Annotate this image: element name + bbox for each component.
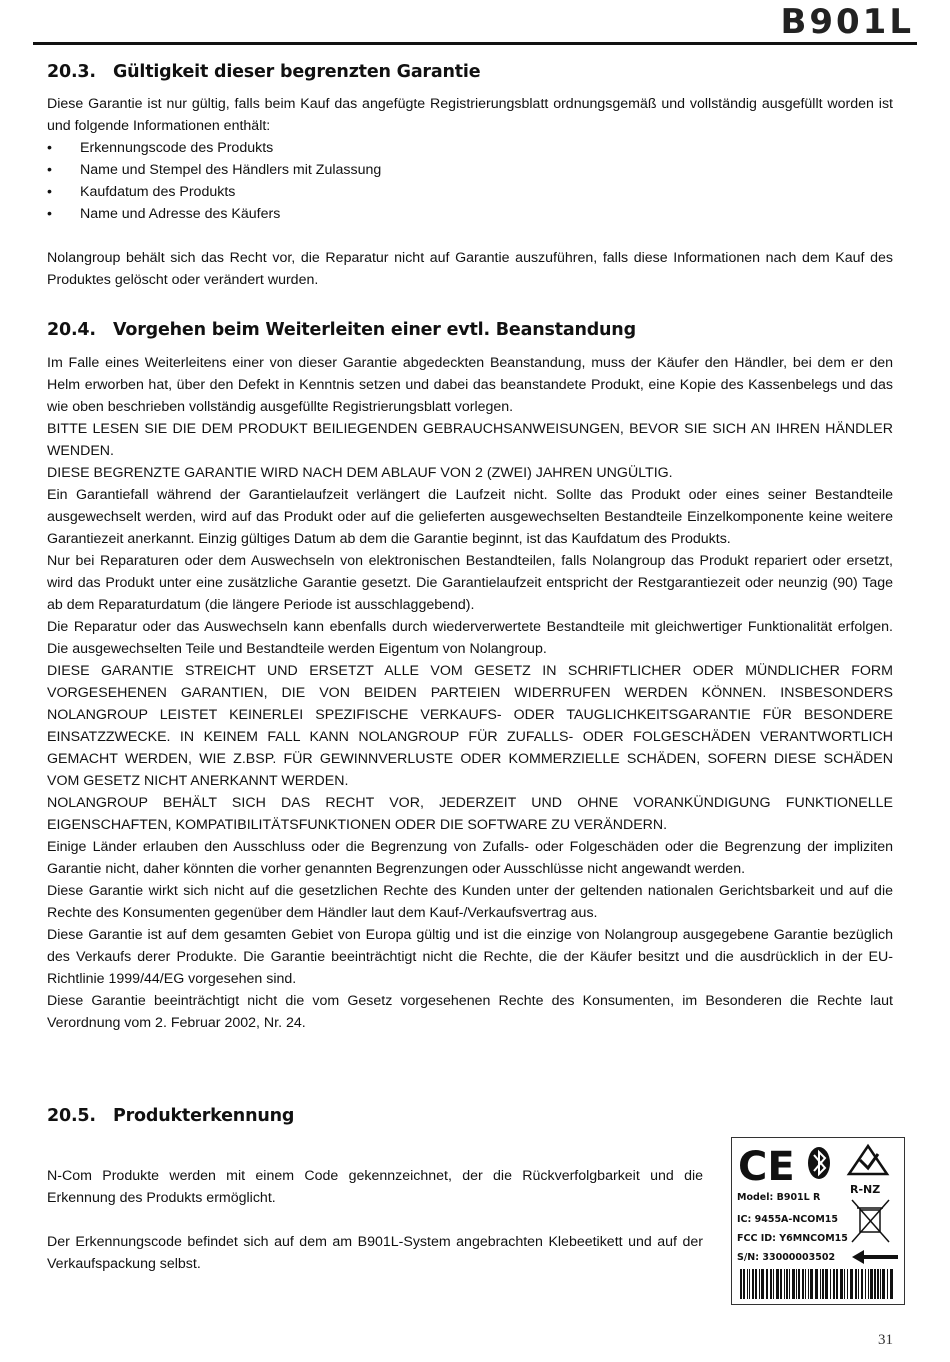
section-title: Vorgehen beim Weiterleiten einer evtl. Beanstandung	[113, 320, 636, 340]
section-number: 20.4.	[47, 320, 96, 340]
section-number: 20.5.	[47, 1106, 96, 1126]
list-item: • Name und Stempel des Händlers mit Zulassung	[47, 159, 381, 181]
arrow-left-icon	[852, 1250, 898, 1264]
serial-number-text: S/N: 33000003502	[737, 1252, 836, 1263]
fcc-text: FCC ID: Y6MNCOM15	[737, 1233, 848, 1244]
paragraph: Einige Länder erlauben den Ausschluss oder die Begrenzung von Zufalls- oder Folgeschäden oder die Begrenzung der impliziten Garantie nicht, daher könnten die vorher genannten Begrenzungen oder Ausschlüsse nicht angewandt werden.	[47, 839, 893, 877]
paragraph: DIESE BEGRENZTE GARANTIE WIRD NACH DEM ABLAUF VON 2 (ZWEI) JAHREN UNGÜLTIG.	[47, 465, 673, 481]
product-label-graphic	[732, 1138, 904, 1304]
section-heading-20-3	[47, 62, 480, 82]
section-title: Gültigkeit dieser begrenzten Garantie	[113, 62, 481, 82]
rcm-label: R-NZ	[850, 1183, 881, 1196]
paragraph: Nolangroup behält sich das Recht vor, die Reparatur nicht auf Garantie auszuführen, falls diese Informationen nach dem Kauf des Produktes gelöscht oder verändert wurden.	[47, 250, 893, 288]
section-number: 20.3.	[47, 62, 96, 82]
ic-text: IC: 9455A-NCOM15	[737, 1214, 839, 1225]
paragraph: Die Reparatur oder das Auswechseln kann ebenfalls durch wiederverwertete Bestandteile mit gleichwertiger Funktionalität erfolgen. Die ausgewechselten Teile und Bestandteile werden Eigentum von Nolangroup.	[47, 619, 893, 657]
paragraph: Im Falle eines Weiterleitens einer von dieser Garantie abgedeckten Beanstandung, muss der Käufer den Händler, bei dem er den Helm erworben hat, über den Defekt in Kenntnis setzen und dabei das beanstandete Produkt, eine Kopie des Kassenbelegs und das wie oben beschrieben vollständig ausgefüllte Registrierungsblatt vorlegen.	[47, 355, 893, 415]
product-label-image	[731, 1137, 905, 1305]
header-rule	[33, 42, 917, 45]
list-item: • Name und Adresse des Käufers	[47, 203, 381, 225]
rcm-mark-icon	[849, 1146, 887, 1174]
weee-bin-icon	[852, 1200, 889, 1242]
paragraph: N-Com Produkte werden mit einem Code gekennzeichnet, der die Rückverfolgbarkeit und die Erkennung des Produkts ermöglicht.	[47, 1168, 703, 1206]
section-body	[47, 352, 893, 1034]
list-item: • Kaufdatum des Produkts	[47, 181, 381, 203]
paragraph: Der Erkennungscode befindet sich auf dem am B901L-System angebrachten Klebeetikett und auf der Verkaufspackung selbst.	[47, 1234, 703, 1272]
ce-mark: CE	[738, 1144, 795, 1190]
list-item: • Erkennungscode des Produkts	[47, 137, 381, 159]
info-bullet-list	[47, 137, 381, 225]
brand-logo: B901L	[780, 2, 914, 42]
paragraph: Diese Garantie beeinträchtigt nicht die vom Gesetz vorgesehenen Rechte des Konsumenten, im Besonderen die Rechte laut Verordnung vom 2. Februar 2002, Nr. 24.	[47, 993, 893, 1031]
page-number: 31	[878, 1332, 893, 1348]
paragraph: BITTE LESEN SIE DIE DEM PRODUKT BEILIEGENDEN GEBRAUCHSANWEISUNGEN, BEVOR SIE SICH AN IHREN HÄNDLER WENDEN.	[47, 421, 893, 459]
bluetooth-icon	[808, 1147, 830, 1179]
section-title: Produkterkennung	[113, 1106, 295, 1126]
paragraph: Diese Garantie wirkt sich nicht auf die gesetzlichen Rechte des Kunden unter der geltenden nationalen Gerichtsbarkeit und auf die Rechte des Konsumenten gegenüber dem Händler laut dem Kauf-/Verkaufsvertrag aus.	[47, 883, 893, 921]
section-heading-20-4	[47, 320, 636, 340]
paragraph: DIESE GARANTIE STREICHT UND ERSETZT ALLE VOM GESETZ IN SCHRIFTLICHER ODER MÜNDLICHER FORM VORGESEHENEN GARANTIEN, DIE VON BEIDEN PARTEIEN WIDERRUFEN WERDEN KÖNNEN. INSBESONDERS NOLANGROUP LEISTET KEINERLEI SPEZIFISCHE VERKAUFS- ODER TAUGLICHKEITSGARANTIE FÜR BESONDERE EINSATZZWECKE. IN KEINEM FALL KANN NOLANGROUP FÜR ZUFALLS- ODER FOLGESCHÄDEN VERANTWORTLICH GEMACHT WERDEN, WIE Z.BSP. FÜR GEWINNVERLUSTE ODER KOMMERZIELLE SCHÄDEN, SOFERN DIESE SCHÄDEN VOM GESETZ NICHT ANERKANNT WERDEN.	[47, 663, 893, 789]
paragraph: Diese Garantie ist nur gültig, falls beim Kauf das angefügte Registrierungsblatt ordnungsgemäß und vollständig ausgefüllt worden ist und folgende Informationen enthält:	[47, 96, 893, 134]
paragraph: NOLANGROUP BEHÄLT SICH DAS RECHT VOR, JEDERZEIT UND OHNE VORANKÜNDIGUNG FUNKTIONELLE EIGENSCHAFTEN, KOMPATIBILITÄTSFUNKTIONEN ODER DIE SOFTWARE ZU VERÄNDERN.	[47, 795, 893, 833]
barcode-graphic	[740, 1269, 893, 1299]
paragraph: Nur bei Reparaturen oder dem Auswechseln von elektronischen Bestandteilen, falls Nolangroup das Produkt repariert oder ersetzt, wird das Produkt unter eine zusätzliche Garantie gesetzt. Die Garantielaufzeit entspricht der Restgarantiezeit oder neunzig (90) Tage ab dem Reparaturdatum (die längere Periode ist ausschlaggebend).	[47, 553, 893, 613]
paragraph: Ein Garantiefall während der Garantielaufzeit verlängert die Laufzeit nicht. Sollte das Produkt oder eines seiner Bestandteile ausgewechselt werden, wird auf das Produkt oder auf die gelieferten ausgewechselten Bestandteile Einzelkomponente keine weitere Garantiezeit anerkannt. Einzig gültiges Datum ab dem die Garantie beginnt, ist das Kaufdatum des Produkts.	[47, 487, 893, 547]
paragraph: Diese Garantie ist auf dem gesamten Gebiet von Europa gültig und ist die einzige von Nolangroup ausgegebene Garantie bezüglich des Verkaufs derer Produkte. Die Garantie beeinträchtigt nicht die Rechte, die der Käufer besitzt und die ausdrücklich in der EU-Richtlinie 1999/44/EG vorgesehen sind.	[47, 927, 893, 987]
model-text: Model: B901L R	[737, 1192, 821, 1203]
section-heading-20-5	[47, 1106, 294, 1126]
